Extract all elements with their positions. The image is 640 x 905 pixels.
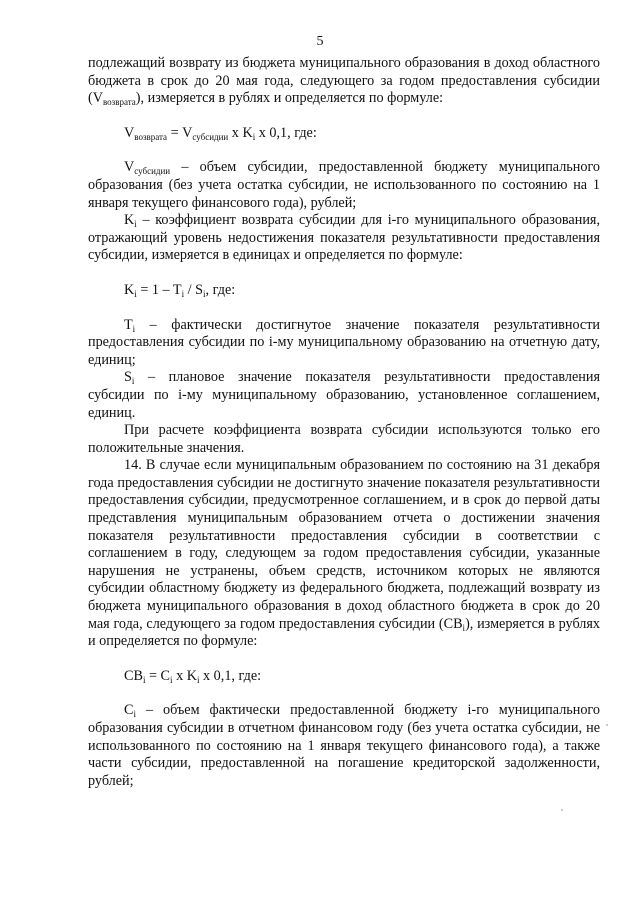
subscript: i [133,709,136,720]
subscript: i [170,674,173,685]
subscript: возврата [102,97,136,108]
formula-part: CB [124,667,143,684]
formula-part: x 0,1, где: [255,124,317,141]
text-run: S [124,369,132,386]
text-run: – объем фактически предоставленной бюджету i-го муниципального образования субсидии в отчетном финансовом году (без учета остатка субсидии, не использованного по состоянию на 1 января текущего финансового года), а также части субсидии, предоставленной на погашение кредиторской задолженности, рублей; [88,702,600,789]
paragraph-positive-values: При расчете коэффициента возврата субсидии используются только его положительные значения. [88,422,600,456]
paragraph-item-14 [88,457,600,651]
subscript: i [196,674,200,685]
formula-v-return [88,125,600,143]
subscript: i [134,219,137,230]
subscript: i [142,674,146,685]
formula-part: V [124,124,135,141]
paragraph-c-definition [88,702,600,790]
formula-part: , где: [205,281,236,298]
paragraph-return-volume [88,55,600,108]
text-run: ), измеряется в рублях и определяется по формуле: [88,615,601,650]
text-run: 14. В случае если муниципальным образованием по состоянию на 31 декабря года предоставления субсидии не достигнуто значение показателя результативности предоставления субсидии, предусмотренное соглашением, и в срок до первой даты представления муниципальным образованием отчета о достижении значения показателя результативности предоставления субсидии в соответствии с соглашением в году, следующем за годом предоставления субсидии, указанные нарушения не устранены, объем средств, источником которых не являются субсидии областному бюджету из федерального бюджета, подлежащий возврату из бюджета муниципального образования в доход областного бюджета в срок до 20 мая года, следующего за годом предоставления субсидии (CB [88,457,600,632]
subscript: возврата [134,131,168,142]
subscript: i [252,131,256,142]
formula-part: / S [184,281,204,298]
subscript: i [203,288,206,299]
formula-part: = C [145,667,171,684]
paragraph-k-definition [88,212,600,265]
paragraph-s-definition [88,369,600,422]
document-body [88,55,600,790]
text-run: – фактически достигнутое значение показателя результативности предоставления субсидии по i-му муниципальному образованию на отчетную дату, единиц; [88,316,600,368]
formula-part: K [124,281,135,298]
subscript: i [462,622,466,633]
text-run: подлежащий возврату из бюджета муниципального образования в доход областного бюджета в срок до 20 мая года, следующего за годом предоставления субсидии (V [88,55,600,107]
subscript: i [181,288,185,299]
formula-cb [88,668,600,686]
formula-k [88,282,600,300]
text-run: – объем субсидии, предоставленной бюджету муниципального образования (без учета остатка субсидии, не использованного по состоянию на 1 января текущего финансового года), рублей; [88,159,600,211]
text-run: – плановое значение показателя результативности предоставления субсидии по i-му муниципальному образованию, установленное соглашением, единиц. [88,369,600,421]
text-run: ), измеряется в рублях и определяется по формуле: [135,90,444,107]
subscript: субсидии [192,131,229,142]
subscript: i [132,323,136,334]
text-run: V [124,159,135,176]
formula-part: x K [172,667,197,684]
text-run: T [124,316,133,333]
scan-speck [561,809,563,811]
paragraph-t-definition [88,317,600,370]
subscript: i [131,376,135,387]
formula-part: = V [167,124,193,141]
formula-part: = 1 – T [136,281,182,298]
formula-part: x 0,1, где: [199,667,262,684]
subscript: i [134,288,137,299]
subscript: субсидии [134,166,171,177]
scan-speck [606,724,608,726]
paragraph-v-subsidy-definition [88,159,600,212]
text-run: – коэффициент возврата субсидии для i-го муниципального образования, отражающий уровень недостижения показателя результативности предоставления субсидии, измеряется в единицах и определяется по формуле: [88,212,600,264]
formula-part: x K [228,124,253,141]
page-number: 5 [316,34,324,49]
text-run: C [124,702,134,719]
text-run: K [124,212,135,229]
